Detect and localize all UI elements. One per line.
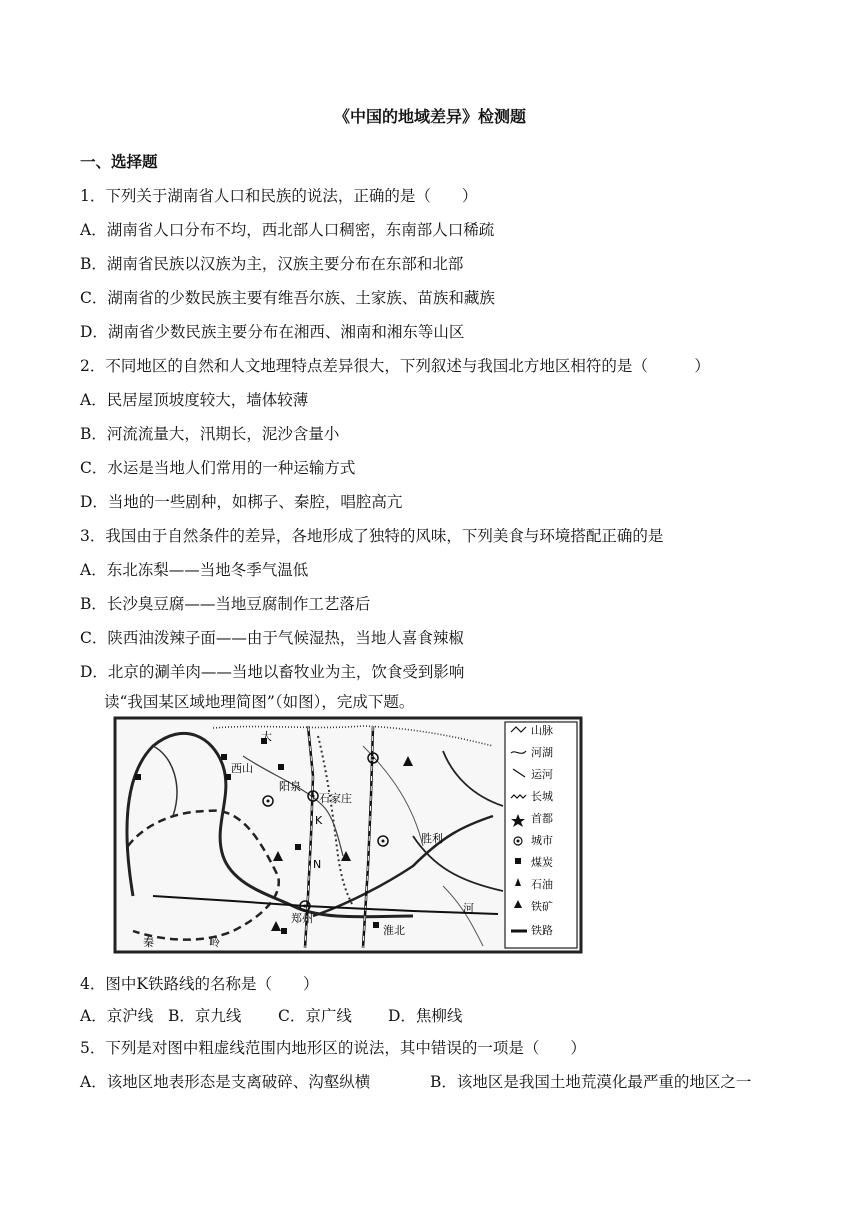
q4-option-c: C．京广线 [278,1007,352,1025]
regional-map [113,716,583,954]
q1-option-c: C．湖南省的少数民族主要有维吾尔族、土家族、苗族和藏族 [80,289,495,307]
map-label-ling: 岭 [209,936,220,949]
q3-stem: 3．我国由于自然条件的差异，各地形成了独特的风味，下列美食与环境搭配正确的是 [80,527,664,545]
map-label-shengli: 胜利 [421,832,443,845]
q3-option-b: B．长沙臭豆腐——当地豆腐制作工艺落后 [80,595,371,613]
q1-option-a: A．湖南省人口分布不均，西北部人口稠密，东南部人口稀疏 [80,221,495,239]
map-label-shijiazhuang: 石家庄 [319,792,352,805]
legend-oil: 石油 [531,878,553,891]
q4-option-b: B．京九线 [168,1007,242,1025]
map-label-da: 大 [261,730,272,743]
legend-coal: 煤炭 [531,856,553,869]
reading-prompt: 读“我国某区域地理简图”（如图），完成下题。 [104,693,415,711]
q1-stem: 1．下列关于湖南省人口和民族的说法，正确的是（ ） [80,187,478,205]
q4-stem: 4．图中K铁路线的名称是（ ） [80,975,319,993]
map-label-k: K [315,814,323,827]
section-heading: 一、选择题 [80,152,158,171]
q2-option-b: B．河流流量大，汛期长，泥沙含量小 [80,425,340,443]
legend-canal: 运河 [531,768,553,781]
map-label-qin: 秦 [143,936,154,949]
legend-river-lake: 河湖 [531,746,553,759]
q5-option-b: B．该地区是我国土地荒漠化最严重的地区之一 [430,1073,752,1091]
q2-option-c: C．水运是当地人们常用的一种运输方式 [80,459,356,477]
map-label-yangquan: 阳泉 [279,780,301,793]
legend-capital: 首都 [531,812,553,825]
q4-option-d: D．焦柳线 [388,1007,463,1025]
legend-iron-ore: 铁矿 [531,900,553,913]
map-label-xishan: 西山 [231,762,253,775]
q2-stem: 2．不同地区的自然和人文地理特点差异很大，下列叙述与我国北方地区相符的是（ ） [80,357,710,375]
legend-city: 城市 [531,834,553,847]
q3-option-d: D．北京的涮羊肉——当地以畜牧业为主，饮食受到影响 [80,663,465,681]
map-label-zhengzhou: 郑州 [291,912,313,925]
q3-option-c: C．陕西油泼辣子面——由于气候湿热，当地人喜食辣椒 [80,629,464,647]
legend-mountain: 山脉 [531,724,553,737]
q1-option-b: B．湖南省民族以汉族为主，汉族主要分布在东部和北部 [80,255,464,273]
q2-option-a: A．民居屋顶坡度较大，墙体较薄 [80,391,309,409]
q4-options [80,1004,462,1026]
map-label-he: 河 [463,902,474,915]
document-title: 《中国的地域差异》检测题 [333,107,526,126]
q4-option-a: A．京沪线 [80,1007,154,1025]
q5-stem: 5．下列是对图中粗虚线范围内地形区的说法，其中错误的一项是（ ） [80,1039,586,1057]
q3-option-a: A．东北冻梨——当地冬季气温低 [80,561,309,579]
q5-option-a: A．该地区地表形态是支离破碎、沟壑纵横 [80,1073,371,1091]
q5-options [80,1070,751,1092]
legend-railway: 铁路 [531,924,553,937]
map-label-n: N [313,858,322,871]
q2-option-d: D．当地的一些剧种，如梆子、秦腔，唱腔高亢 [80,493,403,511]
map-label-huaibei: 淮北 [383,924,405,937]
q1-option-d: D．湖南省少数民族主要分布在湘西、湘南和湘东等山区 [80,323,465,341]
legend-great-wall: 长城 [531,790,553,803]
